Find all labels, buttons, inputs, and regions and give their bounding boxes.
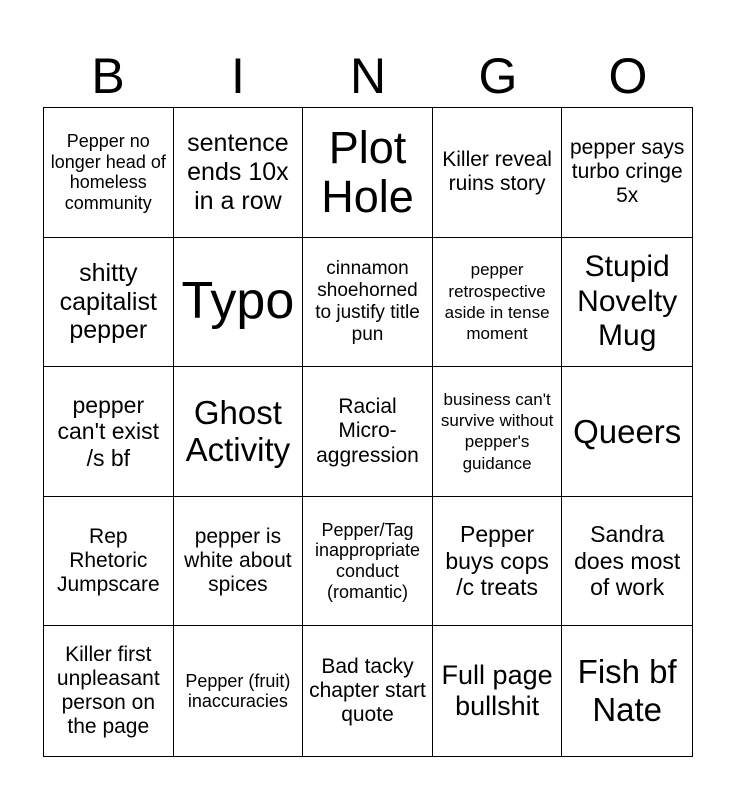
header-letter-i: I bbox=[231, 48, 245, 104]
bingo-header bbox=[43, 44, 693, 108]
bingo-cell[interactable]: Pepper (fruit) inaccuracies bbox=[174, 626, 304, 756]
bingo-cell[interactable]: cinnamon shoehorned to justify title pun bbox=[303, 238, 433, 368]
bingo-cell[interactable]: Sandra does most of work bbox=[562, 497, 692, 627]
bingo-cell[interactable]: Pepper no longer head of homeless community bbox=[44, 108, 174, 238]
bingo-cell[interactable]: Killer reveal ruins story bbox=[433, 108, 563, 238]
bingo-cell[interactable]: Queers bbox=[562, 367, 692, 497]
bingo-cell[interactable]: Killer first unpleasant person on the page bbox=[44, 626, 174, 756]
header-letter-o: O bbox=[608, 48, 648, 104]
bingo-cell[interactable]: sentence ends 10x in a row bbox=[174, 108, 304, 238]
bingo-cell[interactable]: Racial Micro-aggression bbox=[303, 367, 433, 497]
bingo-cell[interactable]: Full page bullshit bbox=[433, 626, 563, 756]
header-letter-b: B bbox=[91, 48, 125, 104]
bingo-cell[interactable]: pepper is white about spices bbox=[174, 497, 304, 627]
header-letter-n: N bbox=[349, 48, 387, 104]
bingo-cell[interactable]: Bad tacky chapter start quote bbox=[303, 626, 433, 756]
bingo-cell[interactable]: Pepper/Tag inappropriate conduct (romantic) bbox=[303, 497, 433, 627]
bingo-cell[interactable]: Plot Hole bbox=[303, 108, 433, 238]
bingo-cell[interactable]: Ghost Activity bbox=[174, 367, 304, 497]
bingo-cell[interactable]: Typo bbox=[174, 238, 304, 368]
header-letter-g: G bbox=[478, 48, 518, 104]
bingo-cell[interactable]: pepper can't exist /s bf bbox=[44, 367, 174, 497]
bingo-cell[interactable]: Rep Rhetoric Jumpscare bbox=[44, 497, 174, 627]
bingo-cell[interactable]: pepper retrospective aside in tense moment bbox=[433, 238, 563, 368]
bingo-cell[interactable]: pepper says turbo cringe 5x bbox=[562, 108, 692, 238]
bingo-cell[interactable]: Stupid Novelty Mug bbox=[562, 238, 692, 368]
bingo-cell[interactable]: Pepper buys cops /c treats bbox=[433, 497, 563, 627]
bingo-cell[interactable]: business can't survive without pepper's guidance bbox=[433, 367, 563, 497]
bingo-cell[interactable]: Fish bf Nate bbox=[577, 653, 677, 729]
bingo-board bbox=[43, 107, 693, 757]
bingo-cell[interactable]: shitty capitalist pepper bbox=[44, 238, 174, 368]
